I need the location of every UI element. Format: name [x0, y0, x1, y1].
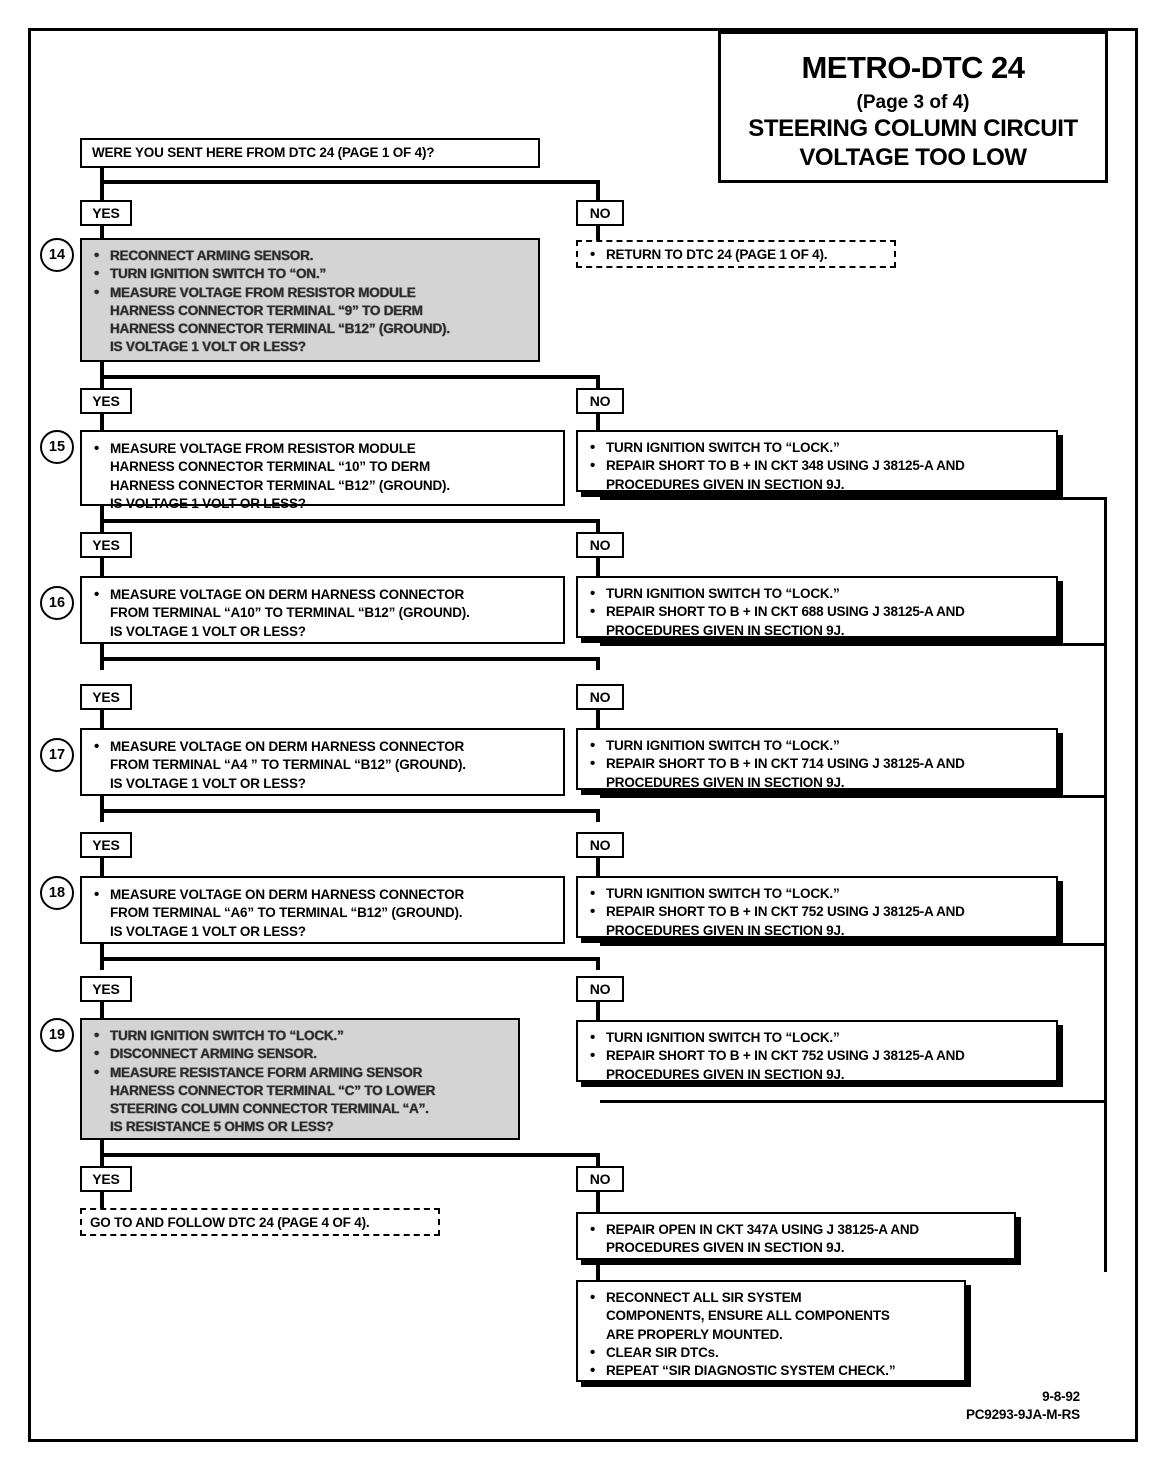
list-item: • MEASURE VOLTAGE ON DERM HARNESS CONNECTOR — [88, 738, 557, 755]
list-item: • RECONNECT ALL SIR SYSTEM — [584, 1289, 958, 1306]
list-item: PROCEDURES GIVEN IN SECTION 9J. — [606, 922, 845, 938]
yes-label-17: YES — [80, 832, 132, 858]
right-rail-h — [600, 795, 1107, 798]
step-number-16: 16 — [40, 586, 74, 620]
list-item: HARNESS CONNECTOR TERMINAL “B12” (GROUND). — [110, 321, 450, 337]
no-box-18 — [576, 876, 1058, 938]
connector-v — [596, 809, 600, 822]
yes-label-18: YES — [80, 976, 132, 1002]
list-item: • TURN IGNITION SWITCH TO “LOCK.” — [584, 439, 1050, 456]
yes-label-16: YES — [80, 684, 132, 710]
step-box-16 — [80, 576, 565, 644]
no-box-16 — [576, 576, 1058, 638]
title-line-1: STEERING COLUMN CIRCUIT — [748, 115, 1078, 142]
list-item: • MEASURE VOLTAGE ON DERM HARNESS CONNECTOR — [88, 886, 557, 903]
list-item: PROCEDURES GIVEN IN SECTION 9J. — [606, 1240, 845, 1256]
list-item: • MEASURE VOLTAGE FROM RESISTOR MODULE — [88, 440, 557, 457]
connector-h — [100, 957, 600, 961]
return-lines — [584, 246, 894, 263]
connector-h — [100, 1153, 600, 1157]
list-item: • DISCONNECT ARMING SENSOR. — [88, 1045, 512, 1062]
list-item: IS VOLTAGE 1 VOLT OR LESS? — [110, 775, 306, 791]
title-page-number: (Page 3 of 4) — [856, 92, 970, 113]
list-item: • REPAIR SHORT TO B + IN CKT 752 USING J 38125-A AND — [584, 903, 1050, 920]
no-label-14: NO — [576, 388, 624, 414]
connector-v — [596, 375, 600, 388]
list-item: HARNESS CONNECTOR TERMINAL “C” TO LOWER — [110, 1082, 436, 1098]
no-label-1: NO — [576, 200, 624, 226]
footer-code: PC9293-9JA-M-RS — [965, 1406, 1080, 1422]
title-main: METRO-DTC 24 — [801, 50, 1025, 85]
list-item: PROCEDURES GIVEN IN SECTION 9J. — [606, 1066, 845, 1082]
entry-question-text: WERE YOU SENT HERE FROM DTC 24 (PAGE 1 OF 4)? — [92, 145, 435, 161]
connector-v — [596, 1153, 600, 1166]
list-item: FROM TERMINAL “A6” TO TERMINAL “B12” (GROUND). — [110, 905, 463, 921]
step-box-17 — [80, 728, 565, 796]
step-14-lines — [88, 247, 532, 356]
step-15-lines — [88, 440, 557, 512]
no-19-lines — [584, 1029, 1050, 1083]
connector-v — [596, 414, 600, 430]
step-box-14 — [80, 238, 540, 362]
connector-v — [100, 414, 104, 430]
list-item: FROM TERMINAL “A10” TO TERMINAL “B12” (GROUND). — [110, 605, 470, 621]
connector-v — [596, 710, 600, 728]
list-item: • TURN IGNITION SWITCH TO “ON.” — [88, 265, 532, 282]
no-label-17: NO — [576, 832, 624, 858]
list-item: • TURN IGNITION SWITCH TO “LOCK.” — [584, 885, 1050, 902]
list-item: HARNESS CONNECTOR TERMINAL “B12” (GROUND). — [110, 477, 450, 493]
list-item: • CLEAR SIR DTCs. — [584, 1344, 958, 1361]
title-block — [718, 31, 1108, 183]
list-item: • REPAIR SHORT TO B + IN CKT 752 USING J 38125-A AND — [584, 1047, 1050, 1064]
connector-v — [596, 180, 600, 202]
yes-label-19: YES — [80, 1166, 132, 1192]
connector-v — [100, 858, 104, 876]
no-box-19 — [576, 1020, 1058, 1082]
no-label-18: NO — [576, 976, 624, 1002]
list-item: • REPAIR OPEN IN CKT 347A USING J 38125-A AND — [584, 1221, 1008, 1238]
list-item: IS VOLTAGE 1 VOLT OR LESS? — [110, 495, 306, 511]
step-17-lines — [88, 738, 557, 792]
step-number-19: 19 — [40, 1018, 74, 1052]
step-number-15: 15 — [40, 430, 74, 464]
connector-h — [100, 375, 600, 379]
right-rail-h — [600, 943, 1107, 946]
list-item: IS RESISTANCE 5 OHMS OR LESS? — [110, 1119, 334, 1135]
final-summary-lines — [584, 1289, 958, 1379]
connector-v — [596, 1002, 600, 1020]
connector-h — [100, 180, 600, 184]
step-18-lines — [88, 886, 557, 940]
connector-v — [100, 558, 104, 576]
final-yes-box — [80, 1208, 440, 1236]
yes-label-15: YES — [80, 532, 132, 558]
yes-label-1: YES — [80, 200, 132, 226]
step-box-15 — [80, 430, 565, 511]
list-item: IS VOLTAGE 1 VOLT OR LESS? — [110, 623, 306, 639]
list-item: • TURN IGNITION SWITCH TO “LOCK.” — [584, 1029, 1050, 1046]
title-line-2: VOLTAGE TOO LOW — [799, 143, 1027, 171]
list-item: • RECONNECT ARMING SENSOR. — [88, 247, 532, 264]
connector-h — [100, 657, 600, 661]
right-rail-h — [600, 643, 1107, 646]
list-item: • REPAIR SHORT TO B + IN CKT 348 USING J 38125-A AND — [584, 457, 1050, 474]
no-16-lines — [584, 585, 1050, 639]
no-box-15 — [576, 430, 1058, 492]
step-19-lines — [88, 1027, 512, 1136]
step-box-18 — [80, 876, 565, 944]
step-number-17: 17 — [40, 738, 74, 772]
step-box-19 — [80, 1018, 520, 1140]
list-item: STEERING COLUMN CONNECTOR TERMINAL “A”. — [110, 1101, 429, 1117]
step-number-14: 14 — [40, 238, 74, 272]
list-item: • MEASURE VOLTAGE ON DERM HARNESS CONNECTOR — [88, 586, 557, 603]
right-rail — [1104, 497, 1107, 1272]
no-15-lines — [584, 439, 1050, 493]
final-summary-box — [576, 1280, 966, 1382]
no-box-17 — [576, 728, 1058, 790]
no-18-lines — [584, 885, 1050, 939]
footer-date: 9-8-92 — [1042, 1389, 1080, 1404]
connector-v — [596, 1192, 600, 1212]
list-item: • REPEAT “SIR DIAGNOSTIC SYSTEM CHECK.” — [584, 1362, 958, 1379]
right-rail-h — [600, 1100, 1107, 1103]
connector-v — [596, 1260, 600, 1282]
list-item: HARNESS CONNECTOR TERMINAL “9” TO DERM — [110, 302, 423, 318]
no-label-16: NO — [576, 684, 624, 710]
final-no-box — [576, 1212, 1016, 1260]
final-yes-text: GO TO AND FOLLOW DTC 24 (PAGE 4 OF 4). — [90, 1215, 370, 1230]
list-item: FROM TERMINAL “A4 ” TO TERMINAL “B12” (GROUND). — [110, 757, 466, 773]
return-box — [576, 240, 896, 268]
list-item: • MEASURE VOLTAGE FROM RESISTOR MODULE — [88, 284, 532, 301]
final-no-lines — [584, 1221, 1008, 1257]
list-item: IS VOLTAGE 1 VOLT OR LESS? — [110, 923, 306, 939]
connector-v — [596, 558, 600, 576]
step-number-18: 18 — [40, 876, 74, 910]
list-item: PROCEDURES GIVEN IN SECTION 9J. — [606, 476, 845, 492]
list-item: • TURN IGNITION SWITCH TO “LOCK.” — [584, 585, 1050, 602]
step-16-lines — [88, 586, 557, 640]
no-label-19: NO — [576, 1166, 624, 1192]
list-item: • TURN IGNITION SWITCH TO “LOCK.” — [584, 737, 1050, 754]
footer-block — [760, 1388, 1080, 1423]
list-item: • REPAIR SHORT TO B + IN CKT 714 USING J 38125-A AND — [584, 755, 1050, 772]
list-item: HARNESS CONNECTOR TERMINAL “10” TO DERM — [110, 459, 430, 475]
connector-v — [100, 168, 104, 202]
connector-v — [596, 858, 600, 876]
list-item: COMPONENTS, ENSURE ALL COMPONENTS — [606, 1308, 890, 1324]
connector-v — [596, 519, 600, 532]
list-item: • RETURN TO DTC 24 (PAGE 1 OF 4). — [584, 246, 894, 263]
list-item: IS VOLTAGE 1 VOLT OR LESS? — [110, 339, 306, 355]
connector-v — [100, 710, 104, 728]
connector-h — [100, 809, 600, 813]
list-item: PROCEDURES GIVEN IN SECTION 9J. — [606, 774, 845, 790]
no-17-lines — [584, 737, 1050, 791]
connector-v — [596, 957, 600, 970]
yes-label-14: YES — [80, 388, 132, 414]
no-label-15: NO — [576, 532, 624, 558]
list-item: ARE PROPERLY MOUNTED. — [606, 1326, 783, 1342]
list-item: • REPAIR SHORT TO B + IN CKT 688 USING J 38125-A AND — [584, 603, 1050, 620]
connector-v — [100, 1192, 104, 1208]
right-rail-h — [600, 497, 1107, 500]
list-item: • MEASURE RESISTANCE FORM ARMING SENSOR — [88, 1064, 512, 1081]
list-item: • TURN IGNITION SWITCH TO “LOCK.” — [88, 1027, 512, 1044]
list-item: PROCEDURES GIVEN IN SECTION 9J. — [606, 622, 845, 638]
connector-v — [596, 657, 600, 670]
connector-h — [100, 519, 600, 523]
entry-question-box — [80, 138, 540, 168]
